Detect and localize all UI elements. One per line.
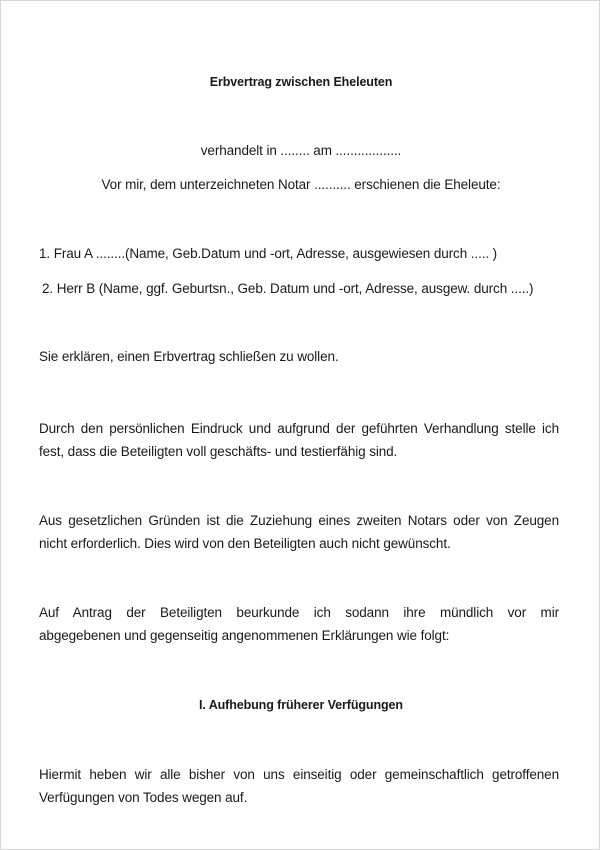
request-paragraph: [39, 601, 559, 647]
declaration-line: Sie erklären, einen Erbvertrag schließen zu wollen.: [39, 349, 339, 364]
capacity-line-1: Durch den persönlichen Eindruck und aufgrund der geführten Verhandlung stelle ich: [39, 421, 559, 436]
revocation-paragraph: [39, 763, 559, 809]
document-title: Erbvertrag zwischen Eheleuten: [209, 75, 393, 89]
capacity-line-2: fest, dass die Beteiligten voll geschäfts- und testierfähig sind.: [39, 444, 398, 459]
request-line-1: Auf Antrag der Beteiligten beurkunde ich sodann ihre mündlich vor mir: [39, 605, 559, 620]
request-line-2: abgegebenen und gegenseitig angenommenen Erklärungen wie folgt:: [39, 628, 450, 643]
party-2-line: 2. Herr B (Name, ggf. Geburtsn., Geb. Datum und -ort, Adresse, ausgew. durch .....): [42, 281, 534, 296]
capacity-paragraph: [39, 417, 559, 463]
witnesses-line-1: Aus gesetzlichen Gründen ist die Zuziehung eines zweiten Notars oder von Zeugen: [39, 513, 559, 528]
notary-line: Vor mir, dem unterzeichneten Notar .......... erschienen die Eheleute:: [101, 177, 501, 192]
section-1-heading: I. Aufhebung früherer Verfügungen: [199, 698, 403, 712]
witnesses-paragraph: [39, 509, 559, 555]
revocation-line-2: Verfügungen von Todes wegen auf.: [39, 790, 248, 805]
witnesses-line-2: nicht erforderlich. Dies wird von den Beteiligten auch nicht gewünscht.: [39, 536, 451, 551]
place-date-line: verhandelt in ........ am ..................: [200, 143, 402, 158]
revocation-line-1: Hiermit heben wir alle bisher von uns einseitig oder gemeinschaftlich getroffenen: [39, 767, 559, 782]
party-1-line: 1. Frau A ........(Name, Geb.Datum und -ort, Adresse, ausgewiesen durch ..... ): [39, 246, 498, 261]
